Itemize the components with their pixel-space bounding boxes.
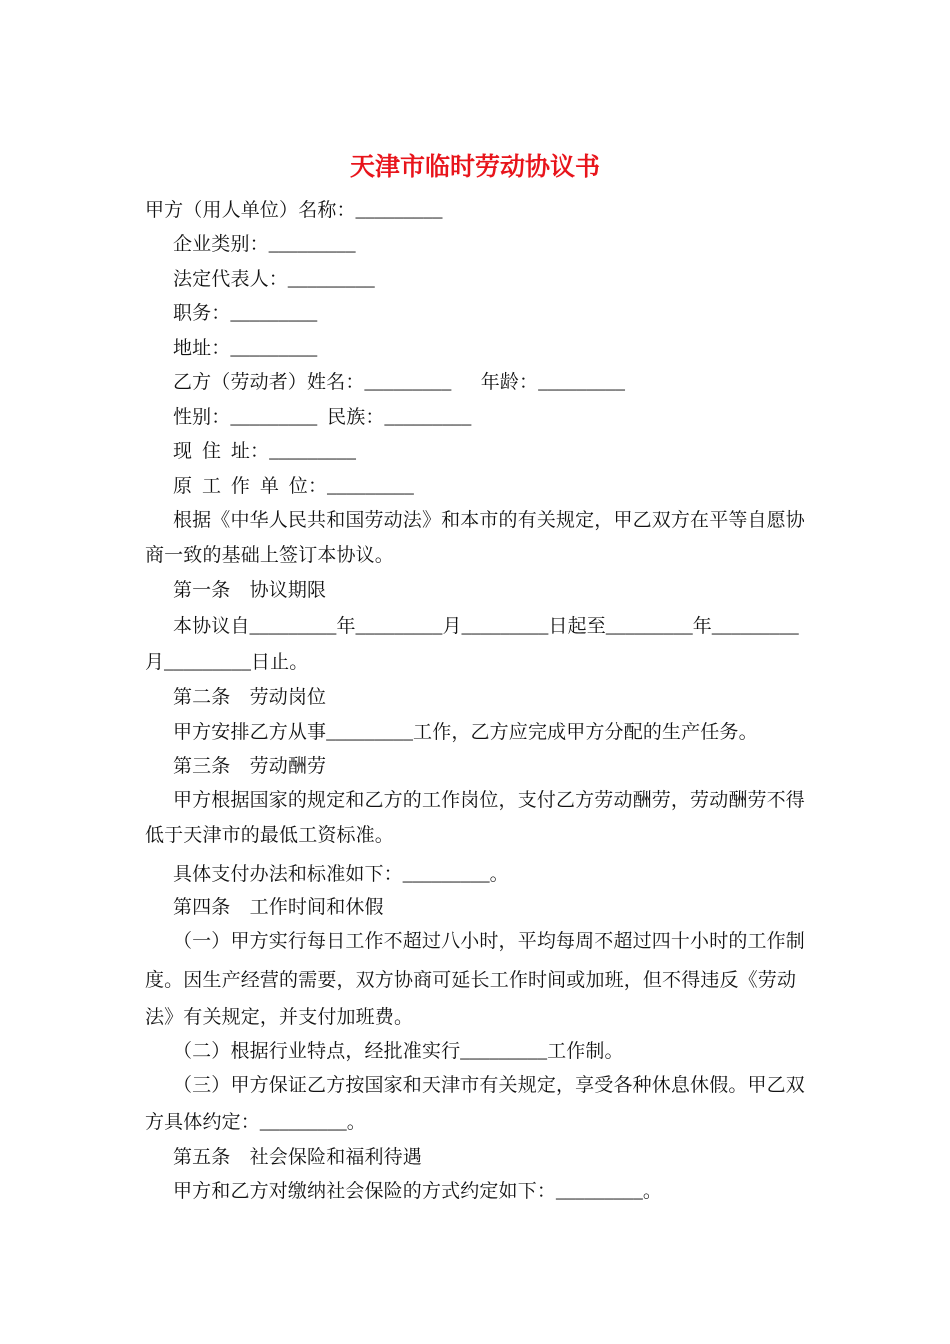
article-5-text-line: 甲方和乙方对缴纳社会保险的方式约定如下：_________。: [173, 1181, 663, 1202]
article-2-heading: 第二条 劳动岗位: [173, 687, 327, 708]
legal-representative-line: 法定代表人：_________: [173, 269, 375, 290]
article-4-text-line: （三）甲方保证乙方按国家和天津市有关规定，享受各种休息休假。甲乙双: [173, 1075, 805, 1096]
article-3-heading: 第三条 劳动酬劳: [173, 756, 327, 777]
gender-ethnicity-line: 性别：_________ 民族：_________: [173, 407, 472, 428]
preamble-line: 根据《中华人民共和国劳动法》和本市的有关规定，甲乙双方在平等自愿协: [173, 510, 805, 531]
article-4-text-line: （二）根据行业特点，经批准实行_________工作制。: [173, 1041, 624, 1062]
current-address-line: 现 住 址：_________: [173, 441, 357, 462]
document-title: 天津市临时劳动协议书: [349, 154, 600, 181]
party-a-address-line: 地址：_________: [173, 338, 318, 359]
former-employer-line: 原 工 作 单 位：_________: [173, 476, 414, 497]
article-1-text-line: 月_________日止。: [145, 652, 309, 673]
article-5-heading: 第五条 社会保险和福利待遇: [173, 1147, 422, 1168]
article-1-heading: 第一条 协议期限: [173, 580, 327, 601]
article-4-heading: 第四条 工作时间和休假: [173, 897, 384, 918]
article-2-text-line: 甲方安排乙方从事_________工作，乙方应完成甲方分配的生产任务。: [173, 722, 758, 743]
article-4-text-line: 方具体约定：_________。: [145, 1112, 366, 1133]
article-4-text-line: 度。因生产经营的需要，双方协商可延长工作时间或加班，但不得违反《劳动: [145, 970, 797, 991]
party-b-name-age-line: 乙方（劳动者）姓名：_________ 年龄：_________: [173, 372, 626, 393]
enterprise-type-line: 企业类别：_________: [173, 234, 356, 255]
article-1-text-line: 本协议自_________年_________月_________日起至_________年_________: [173, 616, 799, 637]
party-a-name-line: 甲方（用人单位）名称：_________: [145, 200, 443, 221]
article-4-text-line: 法》有关规定，并支付加班费。: [145, 1007, 414, 1028]
article-3-text-line: 低于天津市的最低工资标准。: [145, 825, 394, 846]
position-line: 职务：_________: [173, 303, 318, 324]
article-3-text-line: 具体支付办法和标准如下：_________。: [173, 864, 509, 885]
article-4-text-line: （一）甲方实行每日工作不超过八小时，平均每周不超过四十小时的工作制: [173, 931, 805, 952]
article-3-text-line: 甲方根据国家的规定和乙方的工作岗位，支付乙方劳动酬劳，劳动酬劳不得: [173, 790, 805, 811]
preamble-line: 商一致的基础上签订本协议。: [145, 545, 394, 566]
